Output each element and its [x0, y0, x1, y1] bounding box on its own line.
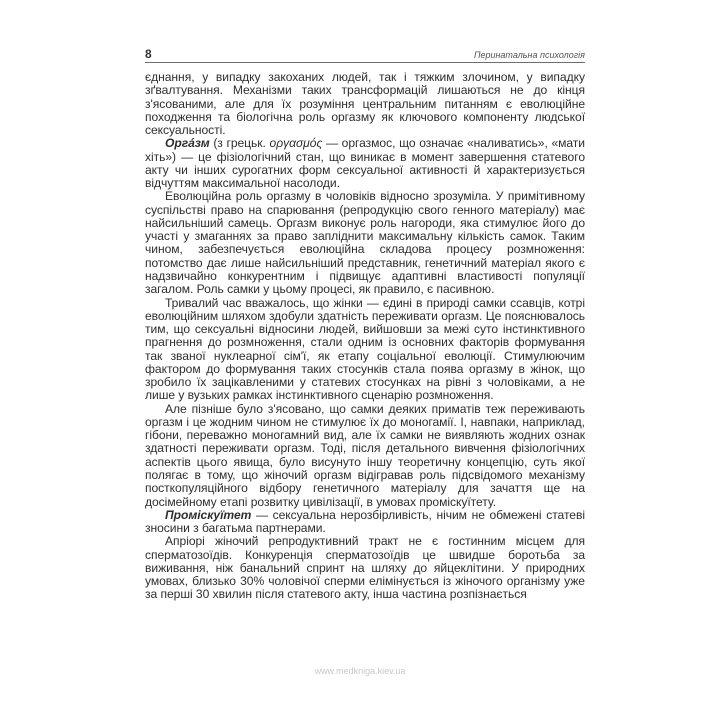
- paragraph-text: Тривалий час вважалось, що жінки — єдині в природі самки ссавців, котрі еволюційним шляхом здобули здатність переживати оргазм. Це пояснювалось тим, що сексуальні відносини людей, вийшовши за межі суто інстинктивного прагнення до розмноження, стали одним із основних факторів формування так званої нуклеарної сім'ї, як етапу соціальної еволюції. Стимулюючим фактором до формування таких стосунків стала поява оргазму в жінок, що зробило їх зацікавленими у статевих стосунках на рівні з чоловіками, а не лише у вузьких рамках інстинктивного сценарію розмноження.: [145, 295, 585, 403]
- term-orgasm: Оргáзм: [165, 136, 210, 151]
- greek-word: οργασμός: [269, 136, 323, 151]
- paragraph-primates: [145, 403, 585, 509]
- page-number: 8: [145, 47, 152, 61]
- paragraph-text: — сексуальна нерозбірливість, нічим не обмежені статеві зносини з багатьма партнерами.: [145, 507, 585, 536]
- paragraph-promiscuity-definition: [145, 509, 585, 536]
- paragraph-text: Але пізніше було з'ясовано, що самки деяких приматів теж переживають оргазм і це жодним чином не стимулює їх до моногамії. І, навпаки, наприклад, гібони, переважно моногамний вид, але їх самки не виявляють жодних ознак здатності переживати оргазм. Тоді, після детального вивчення фізіологічних аспектів цього явища, було висунуто іншу теоретичну концепцію, суть якої полягає в тому, що жіночий оргазм відігравав роль підсвідомого механізму посткопуляційного відбору генетичного матеріалу для зачаття ще на досімейному етапі розвитку цивілізації, в умовах проміскуїтету.: [145, 401, 585, 509]
- paragraph-text: єднання, у випадку закоханих людей, так і тяжким злочином, у випадку зґвалтування. Механізми таких трансформацій лишаються не до кінця з'ясованими, але для їх розуміння центральним питанням є еволюційне походження та біологічна роль оргазму як ключового компоненту людської сексуальності.: [145, 70, 585, 138]
- paragraph-text: — оргазмос, що означає «наливатись», «мати хіть») — це фізіологічний стан, що виникає в момент завершення статевого акту чи інших сурогатних форм сексуальної активності й характеризується відчуттям максимальної насолоди.: [145, 136, 586, 191]
- body-text: [145, 71, 585, 602]
- paragraph-continued: [145, 71, 585, 137]
- paragraph-text: Еволюційна роль оргазму в чоловіків відносно зрозуміла. У примітивному суспільстві право на спарювання (репродукцію свого генного матеріалу) має найсильніший самець. Оргазм виконує роль нагороди, яка стимулює його до участі у змаганнях за право запліднити максимальну кількість самок. Таким чином, забезпечується еволюційна складова процесу розмноження: потомство дає лише найсильніший представник, генетичний матеріал якого є надзвичайно конкурентним і підвищує адаптивні властивості популяції загалом. Роль самки у цьому процесі, як правило, є пасивною.: [145, 189, 585, 297]
- paragraph-orgasm-definition: [145, 137, 585, 190]
- paragraph-evolutionary-role: [145, 190, 585, 296]
- paragraph-reproductive-tract: [145, 535, 585, 601]
- book-title: Перинатальна психологія: [473, 50, 585, 60]
- paragraph-text: (з грецьк.: [209, 136, 270, 151]
- term-promiscuity: Проміскуїтет: [165, 507, 252, 522]
- running-header: [145, 44, 585, 63]
- paragraph-text: Апріорі жіночий репродуктивний тракт не є гостинним місцем для сперматозоїдів. Конкуренція сперматозоїдів це швидше боротьба за виживання, ніж банальний спринт на шляху до яйцеклітини. У природних умовах, близько 30% чоловічої сперми елімінується із жіночого організму уже за перші 30 хвилин після статевого акту, інша частина розпізнається: [145, 534, 585, 602]
- book-page: [145, 44, 585, 602]
- paragraph-long-time: [145, 297, 585, 403]
- watermark: www.medkniga.kiev.ua: [314, 666, 406, 676]
